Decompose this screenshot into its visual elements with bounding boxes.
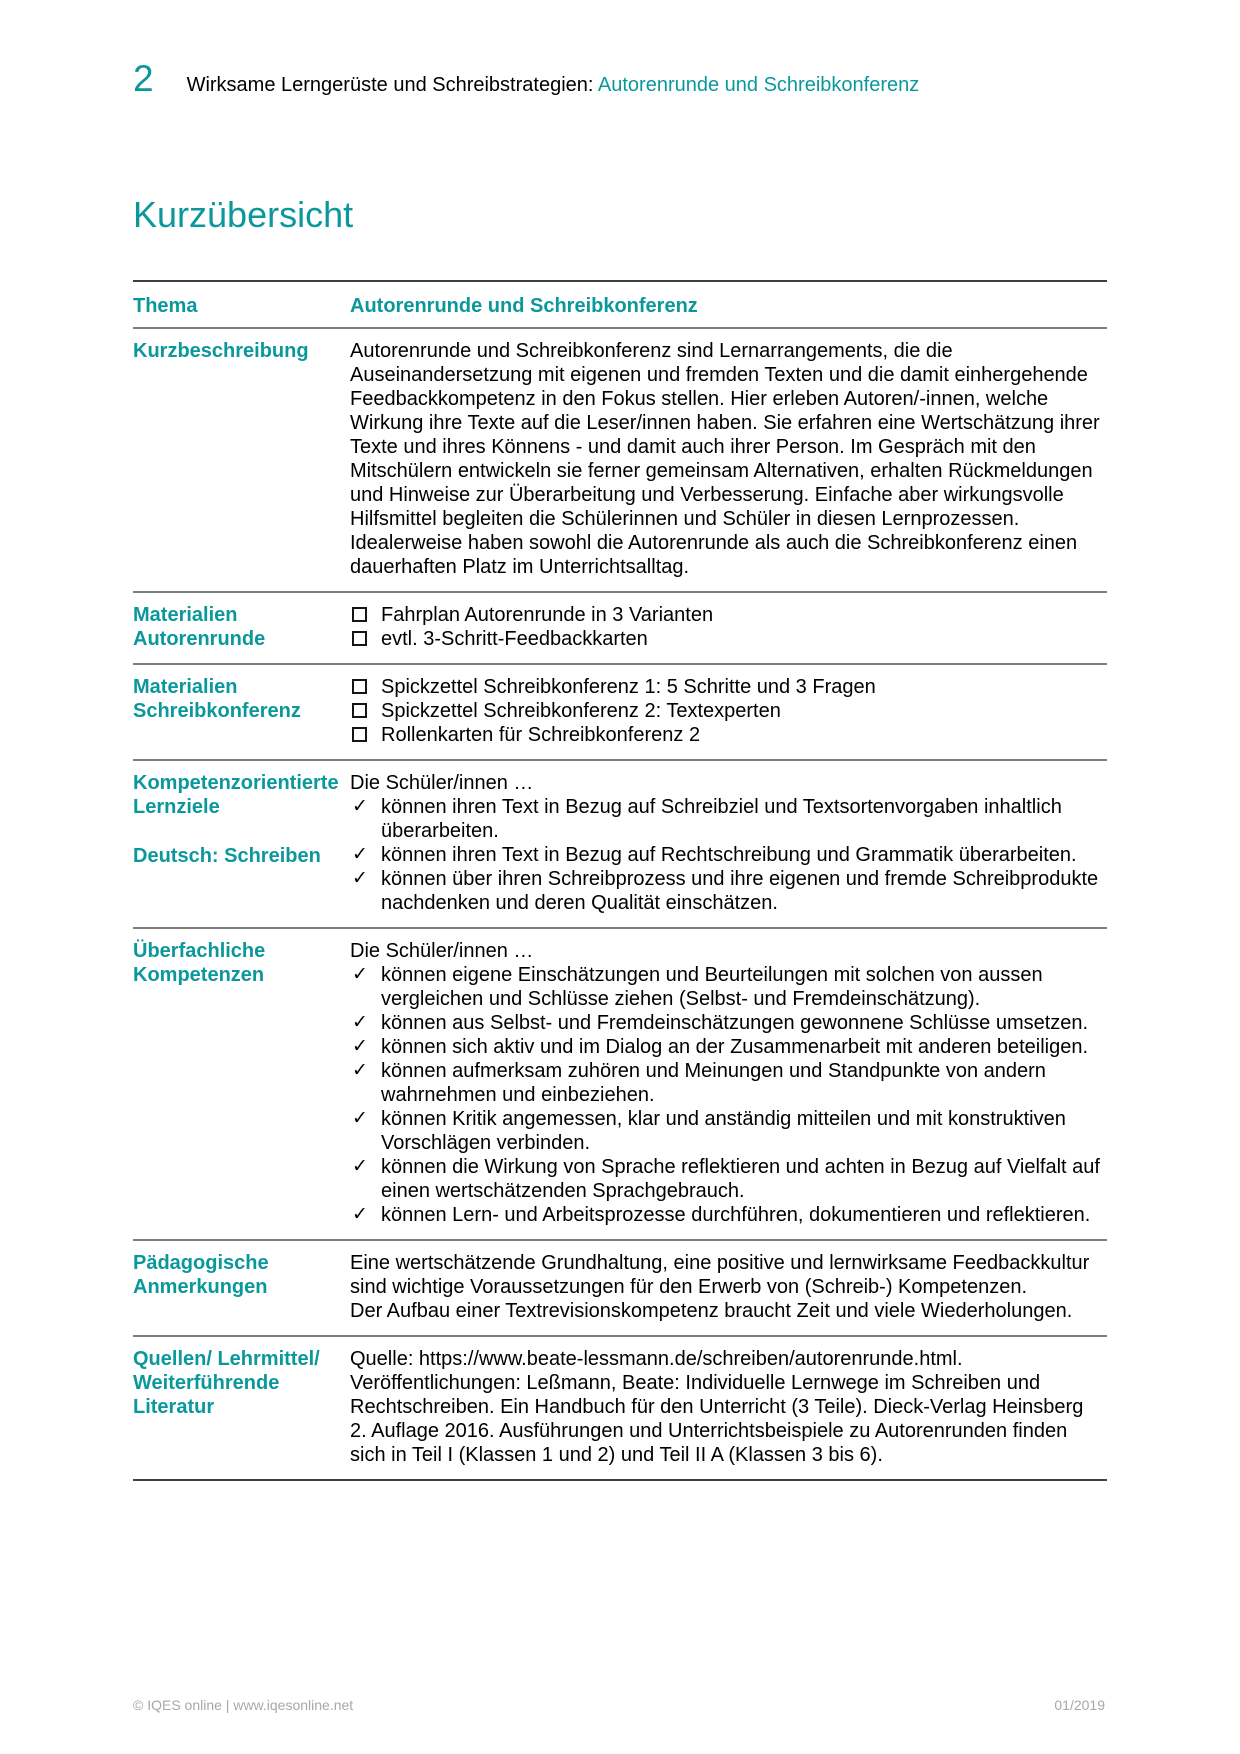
row-content bbox=[350, 675, 1107, 747]
list-item-text: können Lern- und Arbeitsprozesse durchführen, dokumentieren und reflektieren. bbox=[381, 1204, 1091, 1226]
row-label bbox=[133, 939, 350, 1227]
list-item-text: können über ihren Schreibprozess und ihre eigenen und fremde Schreibprodukte nachdenken und deren Qualität einschätzen. bbox=[381, 868, 1099, 914]
row-label-line: Lernziele bbox=[133, 796, 220, 818]
list-item-text: können die Wirkung von Sprache reflektieren und achten in Bezug auf Vielfalt auf einen wertschätzenden Sprachgebrauch. bbox=[381, 1156, 1100, 1202]
list-item-text: können eigene Einschätzungen und Beurteilungen mit solchen von aussen vergleichen und Schlüsse ziehen (Selbst- und Fremdeinschätzung). bbox=[381, 964, 1043, 1010]
checkbox-icon bbox=[352, 727, 367, 742]
notes-text: Der Aufbau einer Textrevisionskompetenz braucht Zeit und viele Wiederholungen. bbox=[350, 1300, 1073, 1322]
list-item bbox=[350, 795, 1101, 843]
row-content bbox=[350, 339, 1107, 579]
checkmark-icon: ✓ bbox=[352, 964, 368, 985]
list-item-text: können ihren Text in Bezug auf Schreibziel und Textsortenvorgaben inhaltlich überarbeiten. bbox=[381, 796, 1062, 842]
table-header-row bbox=[133, 282, 1107, 327]
row-label-line: Materialien bbox=[133, 676, 238, 698]
list-item bbox=[350, 1011, 1101, 1035]
table-row-kurzbeschreibung bbox=[133, 327, 1107, 591]
checkbox-icon bbox=[352, 703, 367, 718]
checkmark-icon: ✓ bbox=[352, 868, 368, 889]
list-item-text: Fahrplan Autorenrunde in 3 Varianten bbox=[381, 604, 714, 626]
notes-text: Eine wertschätzende Grundhaltung, eine positive und lernwirksame Feedbackkultur sind wichtige Voraussetzungen für den Erwerb von (Schreib-) Kompetenzen. bbox=[350, 1252, 1090, 1298]
checkbox-icon bbox=[352, 679, 367, 694]
row-content bbox=[350, 1251, 1107, 1323]
row-label-line: Literatur bbox=[133, 1396, 215, 1418]
table-row-materialien-autorenrunde bbox=[133, 591, 1107, 663]
table-row-paedagogische-anmerkungen bbox=[133, 1239, 1107, 1335]
list-item-text: können Kritik angemessen, klar und anständig mitteilen und mit konstruktiven Vorschlägen verbinden. bbox=[381, 1108, 1066, 1154]
row-content bbox=[350, 603, 1107, 651]
list-item bbox=[350, 1203, 1101, 1227]
row-label-line: Überfachliche bbox=[133, 940, 266, 962]
row-label bbox=[133, 675, 350, 747]
list-intro: Die Schüler/innen … bbox=[350, 772, 534, 794]
row-content bbox=[350, 939, 1107, 1227]
footer-copyright: © IQES online | www.iqesonline.net bbox=[133, 1697, 354, 1713]
checkmark-icon: ✓ bbox=[352, 1036, 368, 1057]
list-item bbox=[350, 675, 1101, 699]
row-label bbox=[133, 339, 350, 579]
checkmark-icon: ✓ bbox=[352, 1156, 368, 1177]
sources-text: Quelle: https://www.beate-lessmann.de/schreiben/autorenrunde.html. Veröffentlichungen: Leßmann, Beate: Individuelle Lernwege im Schreiben und Rechtschreiben. Ein Handbuch für den Unterricht (3 Teile). Dieck-Verlag Heinsberg 2. Auflage 2016. Ausführungen und Unterrichtsbeispiele zu Autorenrunden finden sich in Teil I (Klassen 1 und 2) und Teil II A (Klassen 3 bis 6). bbox=[350, 1348, 1084, 1466]
page-number: 2 bbox=[133, 58, 154, 99]
list-item-text: können aus Selbst- und Fremdeinschätzungen gewonnene Schlüsse umsetzen. bbox=[381, 1012, 1089, 1034]
running-title bbox=[187, 73, 920, 97]
checkmark-icon: ✓ bbox=[352, 844, 368, 865]
list-item bbox=[350, 867, 1101, 915]
list-item-text: können ihren Text in Bezug auf Rechtschreibung und Grammatik überarbeiten. bbox=[381, 844, 1077, 866]
list-item-text: können sich aktiv und im Dialog an der Zusammenarbeit mit anderen beteiligen. bbox=[381, 1036, 1089, 1058]
list-item bbox=[350, 699, 1101, 723]
checkbox-icon bbox=[352, 607, 367, 622]
list-intro: Die Schüler/innen … bbox=[350, 940, 534, 962]
row-label-line: Autorenrunde bbox=[133, 628, 266, 650]
table-header-value: Autorenrunde und Schreibkonferenz bbox=[350, 295, 698, 317]
list-item bbox=[350, 723, 1101, 747]
list-item-text: evtl. 3-Schritt-Feedbackkarten bbox=[381, 628, 648, 650]
list-item bbox=[350, 963, 1101, 1011]
table-row-materialien-schreibkonferenz bbox=[133, 663, 1107, 759]
row-label-line: Anmerkungen bbox=[133, 1276, 268, 1298]
row-label-line: Pädagogische bbox=[133, 1252, 269, 1274]
row-label-line: Kurzbeschreibung bbox=[133, 340, 309, 362]
row-label-line: Materialien bbox=[133, 604, 238, 626]
row-label bbox=[133, 1251, 350, 1323]
list-item bbox=[350, 603, 1101, 627]
table-row-quellen bbox=[133, 1335, 1107, 1479]
footer-date: 01/2019 bbox=[1054, 1697, 1105, 1713]
row-content bbox=[350, 1347, 1107, 1467]
checkmark-icon: ✓ bbox=[352, 1012, 368, 1033]
page-title: Kurzübersicht bbox=[133, 194, 354, 236]
overview-table bbox=[133, 280, 1107, 1481]
page-header bbox=[133, 60, 1107, 97]
row-label-line: Kompetenzen bbox=[133, 964, 265, 986]
checkmark-icon: ✓ bbox=[352, 1060, 368, 1081]
row-label-line: Deutsch: Schreiben bbox=[133, 845, 321, 867]
checkbox-icon bbox=[352, 631, 367, 646]
table-row-lernziele bbox=[133, 759, 1107, 927]
list-item-text: können aufmerksam zuhören und Meinungen und Standpunkte von andern wahrnehmen und einbeziehen. bbox=[381, 1060, 1046, 1106]
checkmark-icon: ✓ bbox=[352, 1108, 368, 1129]
row-label-line: Schreibkonferenz bbox=[133, 700, 301, 722]
checkmark-icon: ✓ bbox=[352, 796, 368, 817]
row-label bbox=[133, 1347, 350, 1467]
list-item bbox=[350, 627, 1101, 651]
list-item bbox=[350, 843, 1101, 867]
list-item-text: Spickzettel Schreibkonferenz 2: Textexperten bbox=[381, 700, 781, 722]
description-text: Autorenrunde und Schreibkonferenz sind Lernarrangements, die die Auseinandersetzung mit eigenen und fremden Texten und die damit einhergehende Feedbackkompetenz in den Fokus stellen. Hier erleben Autoren/-innen, welche Wirkung ihre Texte auf die Leser/innen haben. Sie erfahren eine Wertschätzung ihrer Texte und ihres Könnens - und damit auch ihrer Person. Im Gespräch mit den Mitschülern entwickeln sie ferner gemeinsam Alternativen, erhalten Rückmeldungen und Hinweise zur Überarbeitung und Verbesserung. Einfache aber wirkungsvolle Hilfsmittel begleiten die Schülerinnen und Schüler in diesen Lernprozessen. Idealerweise haben sowohl die Autorenrunde als auch die Schreibkonferenz einen dauerhaften Platz im Unterrichtsalltag. bbox=[350, 340, 1100, 578]
list-item bbox=[350, 1155, 1101, 1203]
row-label-line: Quellen/ Lehrmittel/ bbox=[133, 1348, 320, 1370]
list-item bbox=[350, 1035, 1101, 1059]
row-label bbox=[133, 771, 350, 915]
list-item-text: Rollenkarten für Schreibkonferenz 2 bbox=[381, 724, 701, 746]
table-header-label: Thema bbox=[133, 295, 198, 317]
table-row-ueberfachliche-kompetenzen bbox=[133, 927, 1107, 1239]
running-title-highlight: Autorenrunde und Schreibkonferenz bbox=[597, 74, 920, 96]
running-title-prefix: Wirksame Lerngerüste und Schreibstrategien: bbox=[186, 74, 598, 96]
row-label bbox=[133, 603, 350, 651]
list-item-text: Spickzettel Schreibkonferenz 1: 5 Schritte und 3 Fragen bbox=[381, 676, 876, 698]
row-content bbox=[350, 771, 1107, 915]
list-item bbox=[350, 1059, 1101, 1107]
row-label-line: Kompetenzorientierte bbox=[133, 772, 339, 794]
list-item bbox=[350, 1107, 1101, 1155]
checkmark-icon: ✓ bbox=[352, 1204, 368, 1225]
row-label-line: Weiterführende bbox=[133, 1372, 280, 1394]
